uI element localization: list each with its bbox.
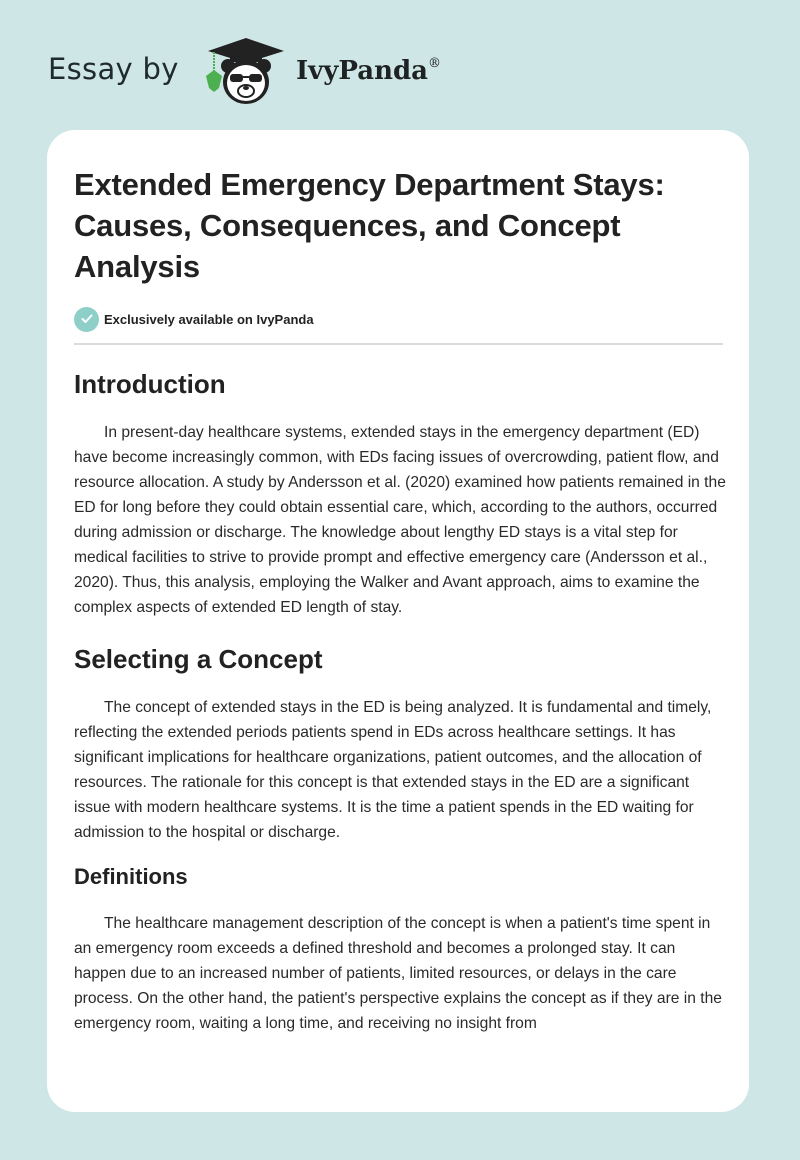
article-title: Extended Emergency Department Stays: Causes, Consequences, and Concept Analysis: [74, 167, 665, 284]
selecting-concept-paragraph: The concept of extended stays in the ED is being analyzed. It is fundamental and timely, reflecting the extended periods patients spend in EDs across healthcare settings. It has significant implications for healthcare organizations, patient outcomes, and the allocation of resources. The rationale for this concept is that extended stays in the ED are a significant issue with modern healthcare systems. It is the time a patient spends in the ED waiting for admission to the hospital or discharge.: [74, 699, 712, 841]
introduction-paragraph: In present-day healthcare systems, extended stays in the emergency department (ED) have become increasingly common, with EDs facing issues of overcrowding, patient flow, and resource allocation. A study by Andersson et al. (2020) examined how patients remained in the ED for long before they could obtain essential care, which, according to the authors, occurred during admission or discharge. The knowledge about lengthy ED stays is a vital step for medical facilities to strive to provide prompt and effective emergency care (Andersson et al., 2020). Thus, this analysis, employing the Walker and Avant approach, aims to examine the complex aspects of extended ED length of stay.: [74, 424, 726, 616]
title-divider: [74, 343, 723, 345]
section-heading-selecting-a-concept: Selecting a Concept: [74, 644, 323, 674]
check-circle-icon: [74, 307, 99, 332]
essay-by-label: Essay by: [48, 52, 179, 86]
panda-graduation-cap-logo-icon[interactable]: [202, 36, 290, 108]
definitions-paragraph: The healthcare management description of the concept is when a patient's time spent in an emergency room exceeds a defined threshold and becomes a prolonged stay. It can happen due to an increased number of patients, limited resources, or delays in the care process. On the other hand, the patient's perspective explains the concept as if they are in the emergency room, waiting a long time, and receiving no insight from: [74, 915, 722, 1032]
section-heading-introduction: Introduction: [74, 369, 226, 399]
registered-mark: ®: [428, 56, 442, 71]
site-header: [0, 0, 800, 125]
article-card: [47, 130, 749, 1112]
exclusive-badge: [74, 307, 722, 331]
section-heading-definitions: Definitions: [74, 864, 188, 889]
brand-text: IvyPanda: [296, 56, 429, 86]
badge-text: Exclusively available on IvyPanda: [104, 311, 314, 327]
brand-name[interactable]: [296, 56, 441, 86]
